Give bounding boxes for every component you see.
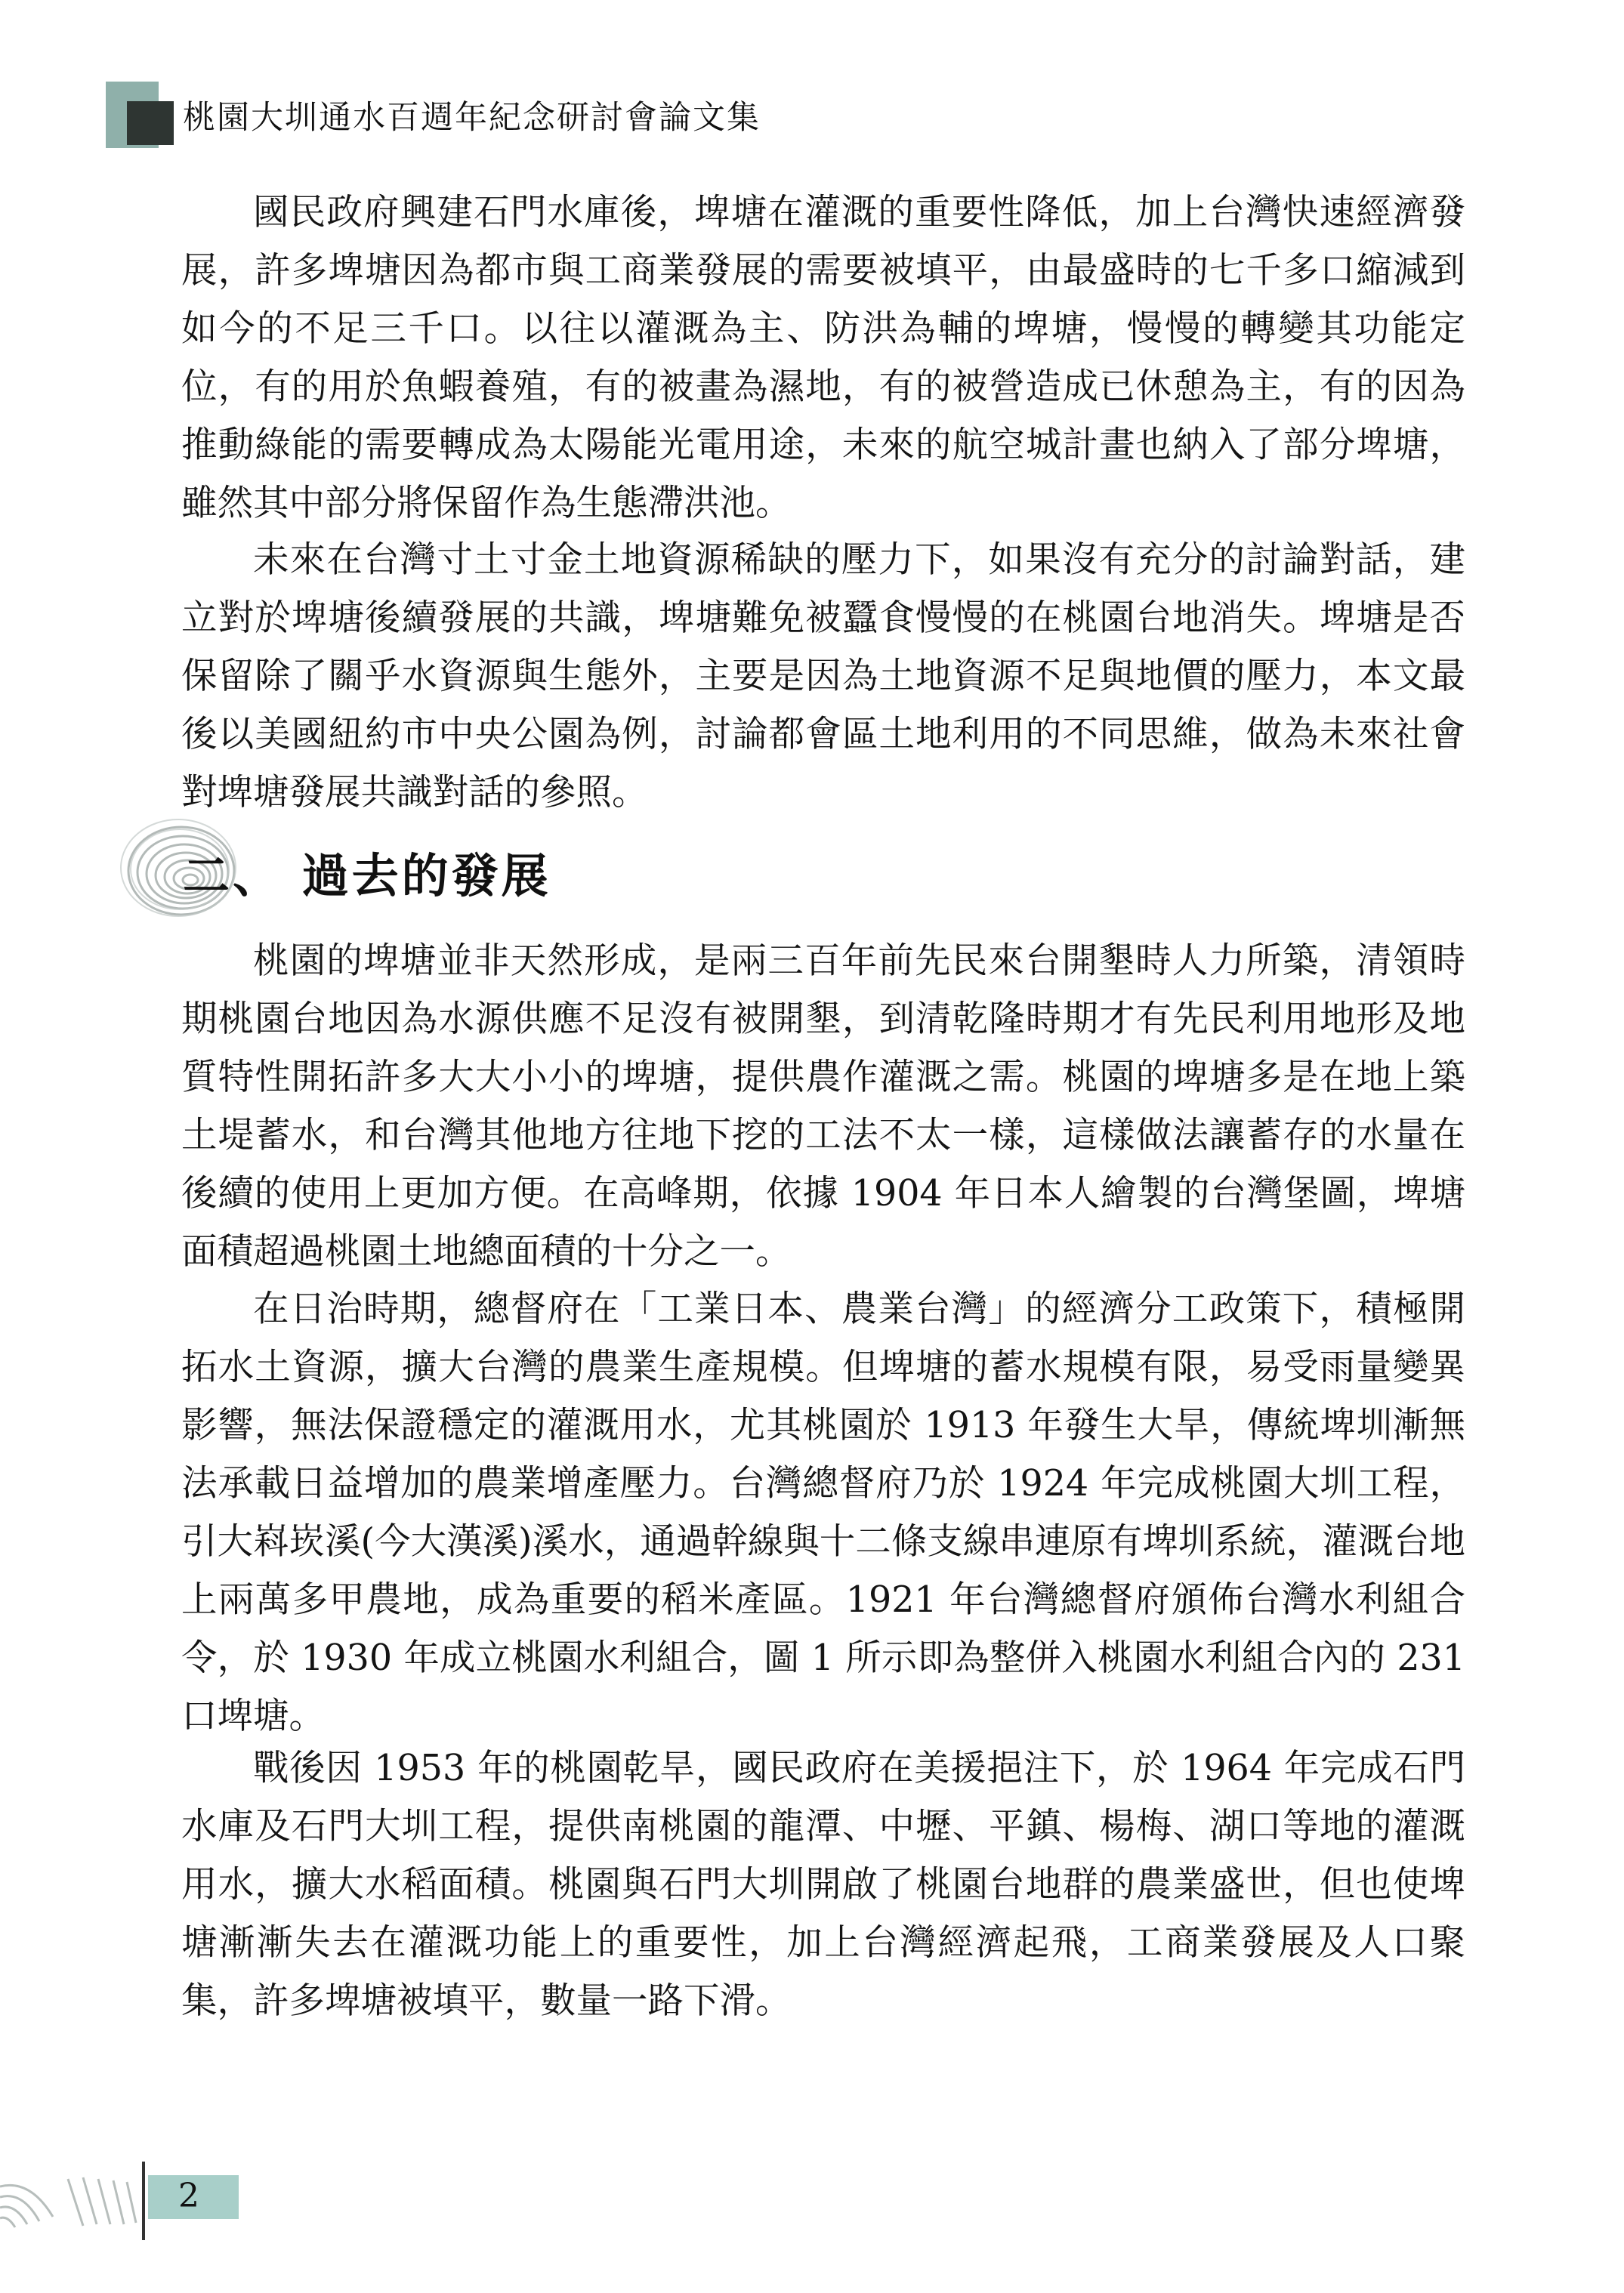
body-paragraph: 未來在台灣寸土寸金土地資源稀缺的壓力下，如果沒有充分的討論對話，建立對於埤塘後續發展的共識，埤塘難免被蠶食慢慢的在桃園台地消失。埤塘是否保留除了關乎水資源與生態外，主要是因為土地資源不足與地價的壓力，本文最後以美國紐約市中央公園為例，討論都會區土地利用的不同思維，做為未來社會對埤塘發展共識對話的參照。 (181, 539, 1465, 813)
running-header (106, 82, 937, 151)
footer-divider (142, 2162, 145, 2240)
footer-line-ornament-icon (0, 2171, 144, 2232)
header-title: 桃園大圳通水百週年紀念研討會論文集 (183, 99, 761, 137)
body-paragraph: 戰後因 1953 年的桃園乾旱，國民政府在美援挹注下，於 1964 年完成石門水庫及石門大圳工程，提供南桃園的龍潭、中壢、平鎮、楊梅、湖口等地的灌溉用水，擴大水稻面積。桃園與石門大圳開啟了桃園台地群的農業盛世，但也使埤塘漸漸失去在灌溉功能上的重要性，加上台灣經濟起飛，工商業發展及人口聚集，許多埤塘被填平，數量一路下滑。 (181, 1748, 1465, 2022)
section-heading: 二、 過去的發展 (183, 848, 551, 903)
body-paragraph: 桃園的埤塘並非天然形成，是兩三百年前先民來台開墾時人力所築，清領時期桃園台地因為水源供應不足沒有被開墾，到清乾隆時期才有先民利用地形及地質特性開拓許多大大小小的埤塘，提供農作灌溉之需。桃園的埤塘多是在地上築土堤蓄水，和台灣其他地方往地下挖的工法不太一樣，這樣做法讓蓄存的水量在後續的使用上更加方便。在高峰期，依據 1904 年日本人繪製的台灣堡圖，埤塘面積超過桃園土地總面積的十分之一。 (181, 940, 1465, 1273)
body-paragraph: 國民政府興建石門水庫後，埤塘在灌溉的重要性降低，加上台灣快速經濟發展，許多埤塘因為都市與工商業發展的需要被填平，由最盛時的七千多口縮減到如今的不足三千口。以往以灌溉為主、防洪為輔的埤塘，慢慢的轉變其功能定位，有的用於魚蝦養殖，有的被畫為濕地，有的被營造成已休憩為主，有的因為推動綠能的需要轉成為太陽能光電用途，未來的航空城計畫也納入了部分埤塘，雖然其中部分將保留作為生態滯洪池。 (181, 192, 1465, 524)
header-block-dark (127, 101, 174, 145)
body-paragraph: 在日治時期，總督府在「工業日本、農業台灣」的經濟分工政策下，積極開拓水土資源，擴大台灣的農業生產規模。但埤塘的蓄水規模有限，易受雨量變異影響，無法保證穩定的灌溉用水，尤其桃園於 1913 年發生大旱，傳統埤圳漸無法承載日益增加的農業增產壓力。台灣總督府乃於 1924 年完成桃園大圳工程，引大嵙崁溪(今大漢溪)溪水，通過幹線與十二條支線串連原有埤圳系統，灌溉台地上兩萬多甲農地，成為重要的稻米產區。1921 年台灣總督府頒佈台灣水利組合令，於 1930 年成立桃園水利組合，圖 1 所示即為整併入桃園水利組合內的 231 口埤塘。 (181, 1288, 1465, 1737)
page-number: 2 (178, 2177, 199, 2215)
